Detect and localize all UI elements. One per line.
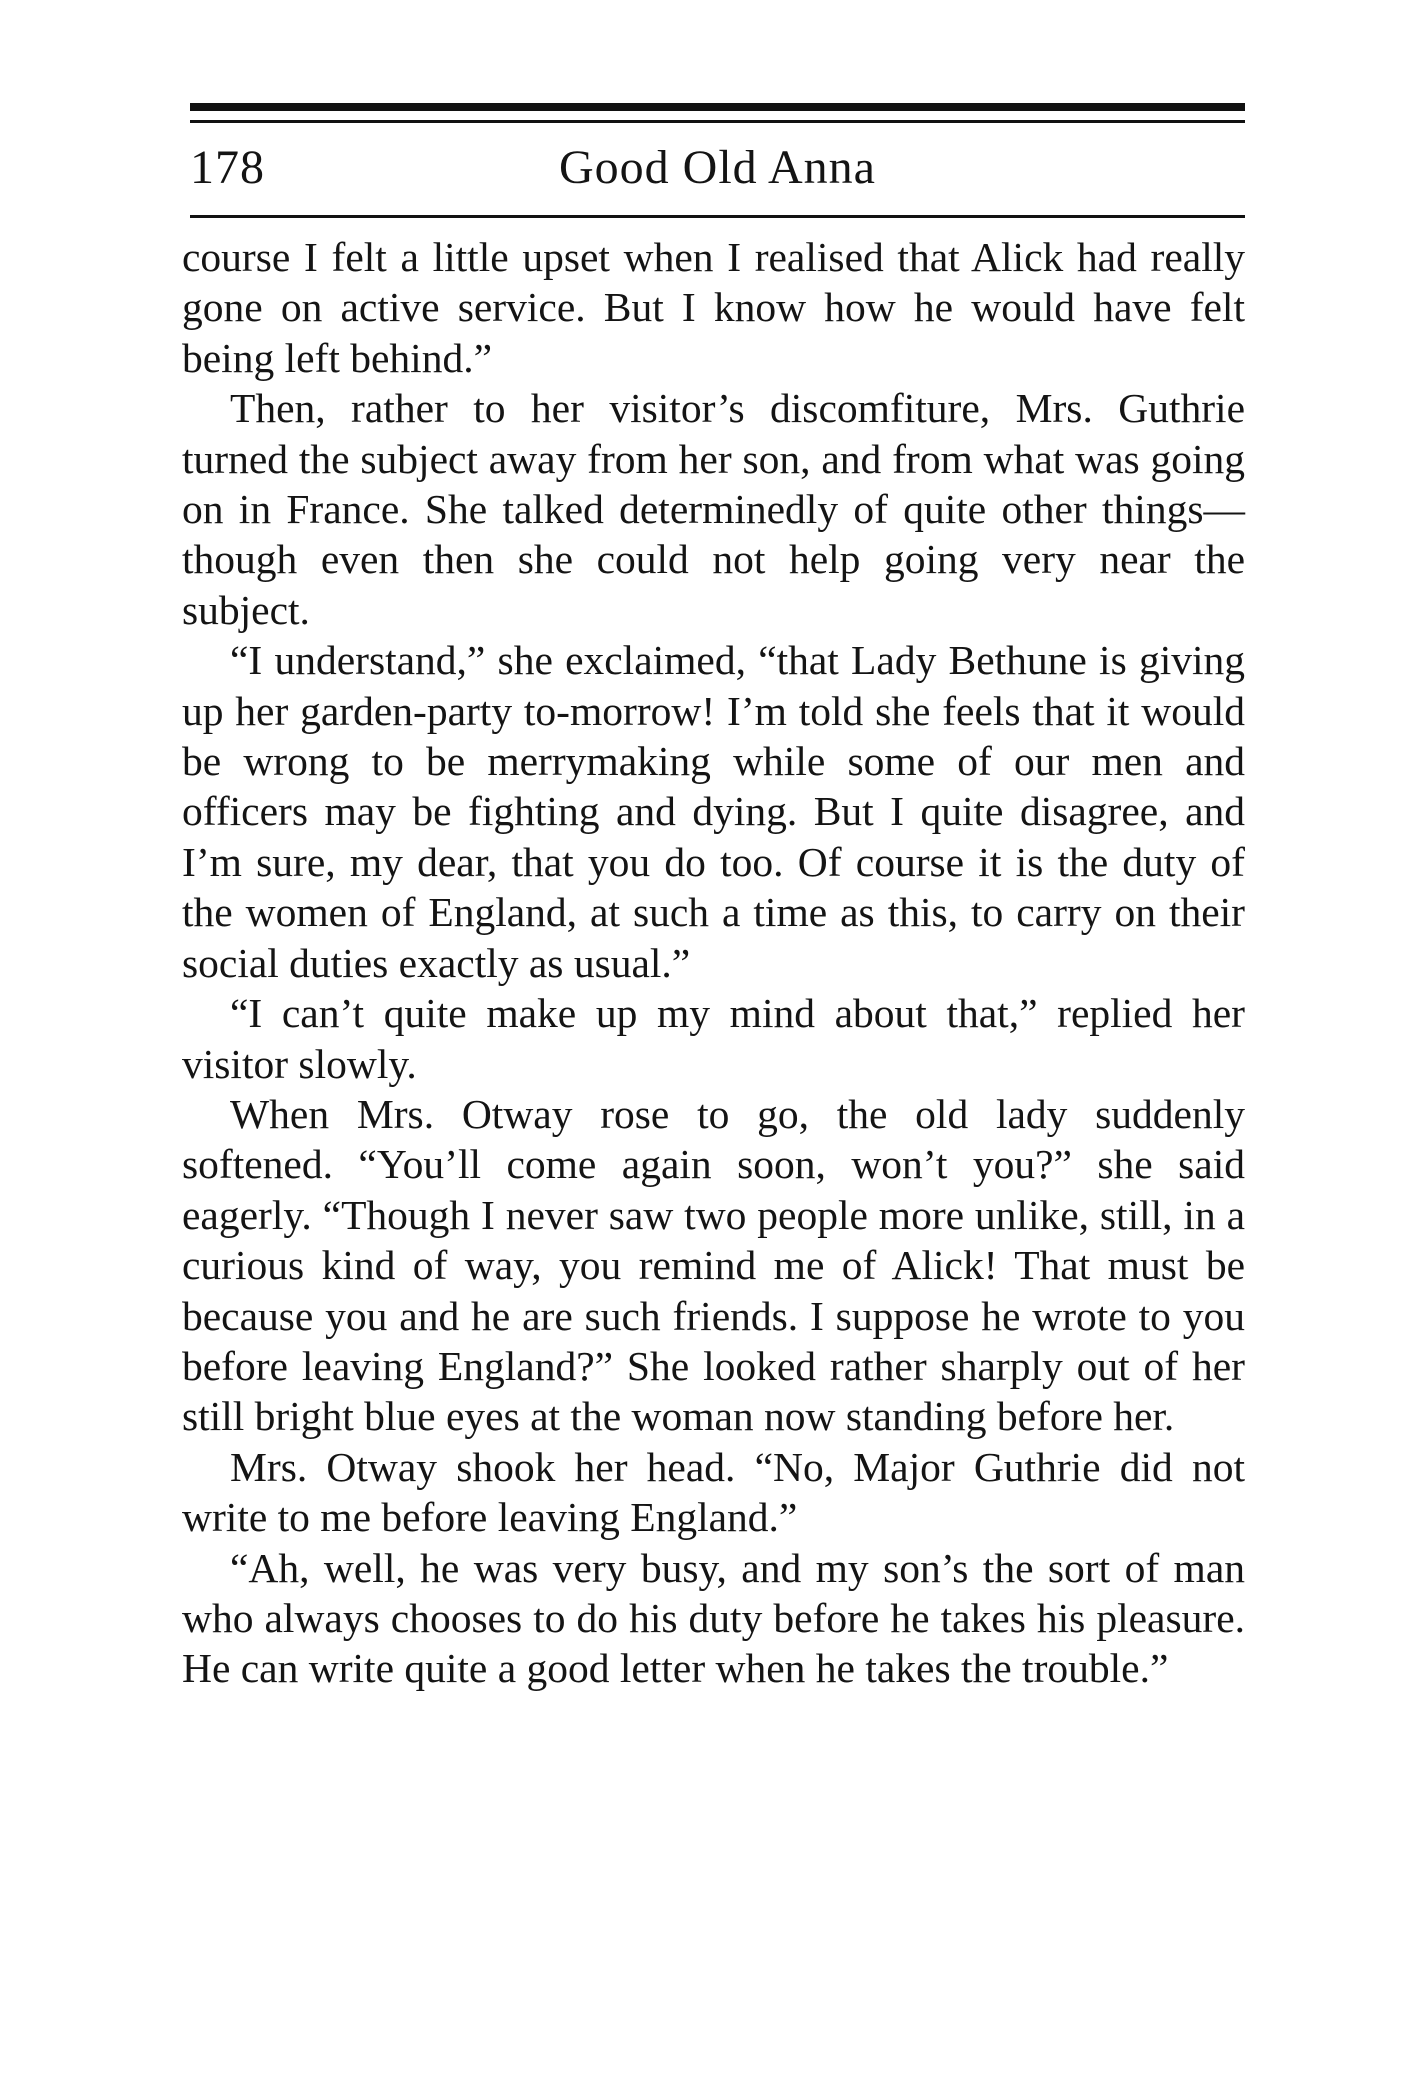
running-title: Good Old Anna [559, 141, 876, 194]
paragraph: “Ah, well, he was very busy, and my son’s the sort of man who always chooses to do his duty before he takes his pleasure. He can write quite a good letter when he takes the trouble.” [182, 1544, 1245, 1692]
header-rule-thick [190, 103, 1245, 111]
paragraph: Mrs. Otway shook her head. “No, Major Guthrie did not write to me before leaving England.” [182, 1443, 1245, 1541]
paragraph: When Mrs. Otway rose to go, the old lady suddenly softened. “You’ll come again soon, won’t you?” she said eagerly. “Though I never saw two people more unlike, still, in a curious kind of way, you remind me of Alick! That must be because you and he are such friends. I suppose he wrote to you before leaving England?” She looked rather sharply out of her still bright blue eyes at the woman now standing before her. [182, 1090, 1245, 1440]
header-rule-thin [190, 120, 1245, 123]
paragraph: “I can’t quite make up my mind about that,” replied her visitor slowly. [182, 990, 1245, 1087]
header-rule-bottom [190, 215, 1245, 218]
paragraph: Then, rather to her visitor’s discomfiture, Mrs. Guthrie turned the subject away from her son, and from what was going on in France. She talked determinedly of quite other things—though even then she could not help going very near the subject. [182, 385, 1245, 633]
body-text [182, 232, 1245, 1694]
page-number: 178 [190, 141, 265, 194]
paragraph: “I understand,” she exclaimed, “that Lady Bethune is giving up her garden-party to-morrow! I’m told she feels that it would be wrong to be merrymaking while some of our men and officers may be fighting and dying. But I quite disagree, and I’m sure, my dear, that you do too. Of course it is the duty of the women of England, at such a time as this, to carry on their social duties exactly as usual.” [182, 637, 1245, 986]
running-header [190, 138, 1245, 208]
paragraph: course I felt a little upset when I realised that Alick had really gone on active service. But I know how he would have felt being left behind.” [182, 234, 1245, 381]
